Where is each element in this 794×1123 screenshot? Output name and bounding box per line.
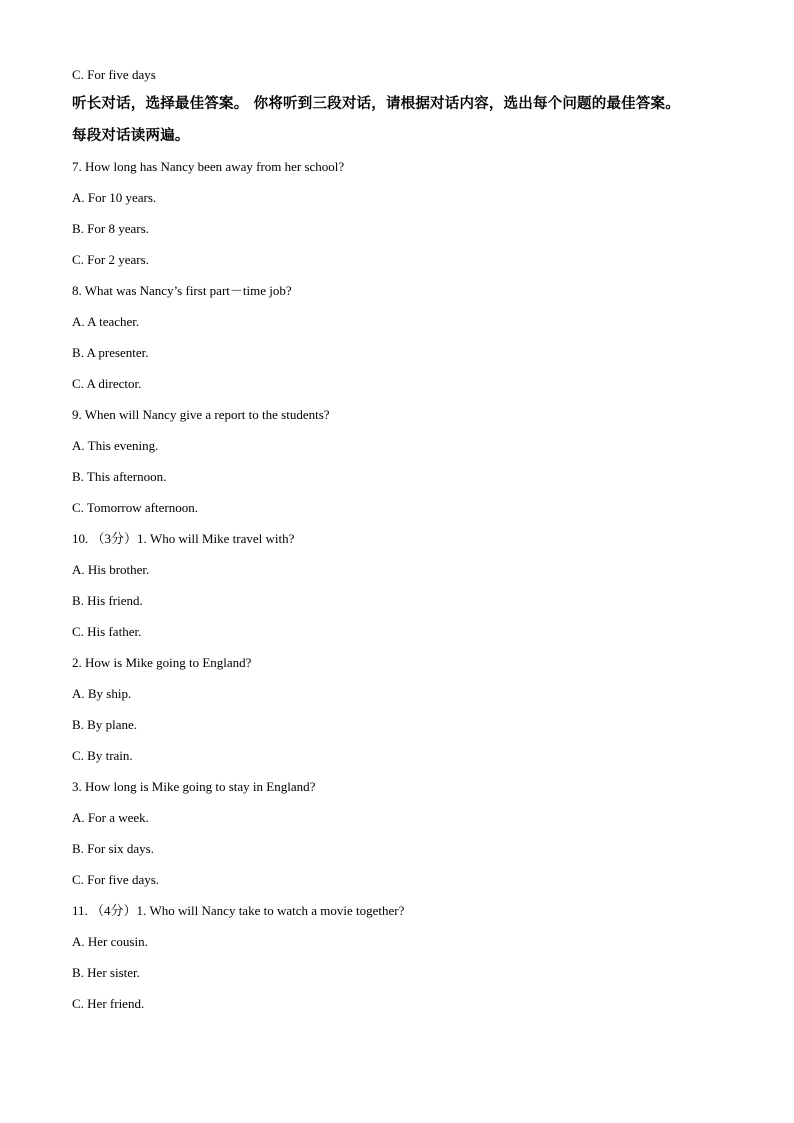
document-page <box>72 66 732 1026</box>
option-line: C. His father. <box>72 624 142 639</box>
option-line: B. A presenter. <box>72 345 149 360</box>
option-line: C. A director. <box>72 376 142 391</box>
option-line: B. For 8 years. <box>72 221 149 236</box>
section-instruction: 听长对话，选择最佳答案。 你将听到三段对话，请根据对话内容，选出每个问题的最佳答案。 <box>72 96 680 112</box>
option-line: A. For 10 years. <box>72 190 157 205</box>
option-line: C. Her friend. <box>72 996 145 1011</box>
option-line: A. A teacher. <box>72 314 140 329</box>
question-9: 9. When will Nancy give a report to the students? <box>72 407 330 422</box>
question-10-3: 3. How long is Mike going to stay in England? <box>72 779 316 794</box>
question-10: 10. （3分）1. Who will Mike travel with? <box>72 531 295 546</box>
question-10-2: 2. How is Mike going to England? <box>72 655 252 670</box>
option-line: C. Tomorrow afternoon. <box>72 500 198 515</box>
question-7: 7. How long has Nancy been away from her school? <box>72 159 345 174</box>
option-line: A. His brother. <box>72 562 150 577</box>
option-line: A. Her cousin. <box>72 934 148 949</box>
option-line: C. For five days. <box>72 872 160 887</box>
section-instruction-continued: 每段对话读两遍。 <box>72 128 190 144</box>
option-line: B. Her sister. <box>72 965 140 980</box>
option-line: A. By ship. <box>72 686 132 701</box>
question-8: 8. What was Nancy’s first part－time job? <box>72 283 292 298</box>
option-line: C. For 2 years. <box>72 252 149 267</box>
question-11: 11. （4分）1. Who will Nancy take to watch a movie together? <box>72 903 405 918</box>
option-line: B. For six days. <box>72 841 154 856</box>
option-line: B. This afternoon. <box>72 469 167 484</box>
option-line: B. His friend. <box>72 593 143 608</box>
option-line: A. This evening. <box>72 438 159 453</box>
option-line: C. By train. <box>72 748 133 763</box>
option-line: B. By plane. <box>72 717 137 732</box>
option-line: A. For a week. <box>72 810 149 825</box>
option-line: C. For five days <box>72 67 156 82</box>
